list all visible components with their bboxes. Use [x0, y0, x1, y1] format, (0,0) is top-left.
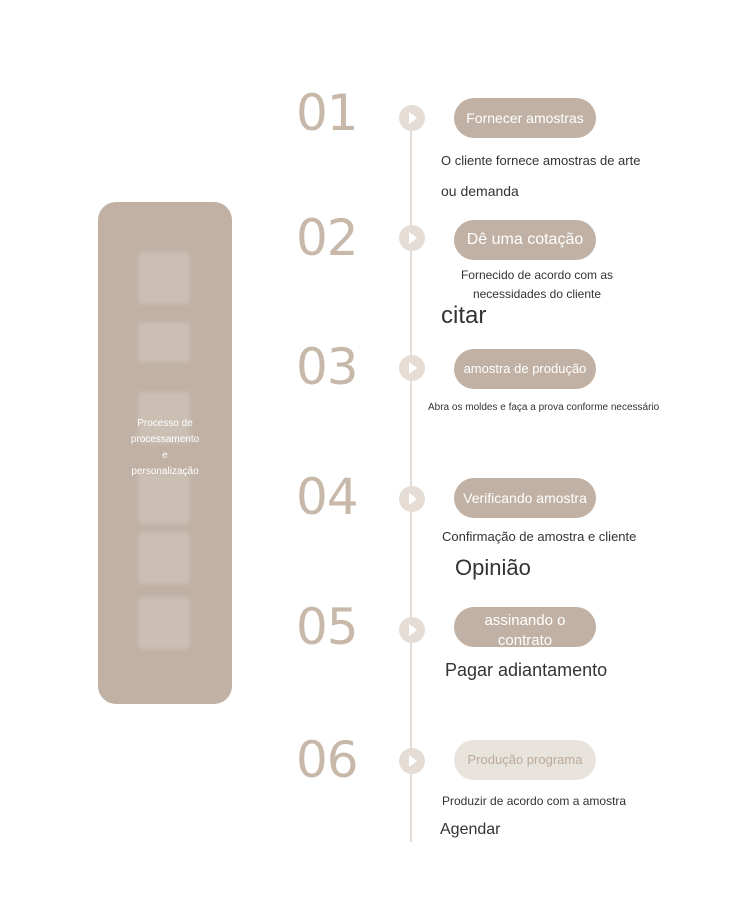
- play-icon: [399, 486, 425, 512]
- step-number: 06: [296, 731, 358, 789]
- step-description: citar: [441, 302, 487, 329]
- step-title-pill: Produção programa: [454, 740, 596, 780]
- play-icon: [399, 225, 425, 251]
- play-icon: [399, 355, 425, 381]
- step-description: Opinião: [455, 555, 531, 580]
- play-icon: [399, 617, 425, 643]
- panel-label: Processo de processamento e personalização: [130, 418, 200, 477]
- step-description: necessidades do cliente: [472, 287, 602, 301]
- play-icon: [399, 748, 425, 774]
- timeline-line: [410, 112, 412, 842]
- step-number: 05: [296, 598, 358, 656]
- step-description: Confirmação de amostra e cliente: [442, 529, 637, 544]
- play-icon: [399, 105, 425, 131]
- step-number: 02: [296, 209, 358, 267]
- step-title-pill: Verificando amostra: [454, 478, 596, 518]
- step-description: Agendar: [440, 821, 501, 838]
- step-title-pill: Fornecer amostras: [454, 98, 596, 138]
- step-description: Pagar adiantamento: [445, 660, 608, 680]
- step-title-pill: Dê uma cotação: [454, 220, 596, 260]
- step-description: ou demanda: [441, 183, 519, 199]
- step-description: Produzir de acordo com a amostra: [442, 794, 627, 808]
- step-number: 01: [296, 84, 358, 142]
- panel-glyph: [138, 322, 190, 362]
- step-description: Fornecido de acordo com as: [460, 268, 614, 282]
- panel-glyph: [138, 252, 190, 304]
- step-description: O cliente fornece amostras de arte: [441, 153, 641, 168]
- step-title-pill: assinando o contrato: [454, 607, 596, 647]
- step-number: 03: [296, 338, 358, 396]
- step-description: Abra os moldes e faça a prova conforme necessário: [428, 402, 660, 413]
- panel-glyph: [138, 532, 190, 584]
- step-number: 04: [296, 468, 358, 526]
- step-title-pill: amostra de produção: [454, 349, 596, 389]
- panel-glyph: [138, 597, 190, 649]
- process-panel: [98, 202, 232, 704]
